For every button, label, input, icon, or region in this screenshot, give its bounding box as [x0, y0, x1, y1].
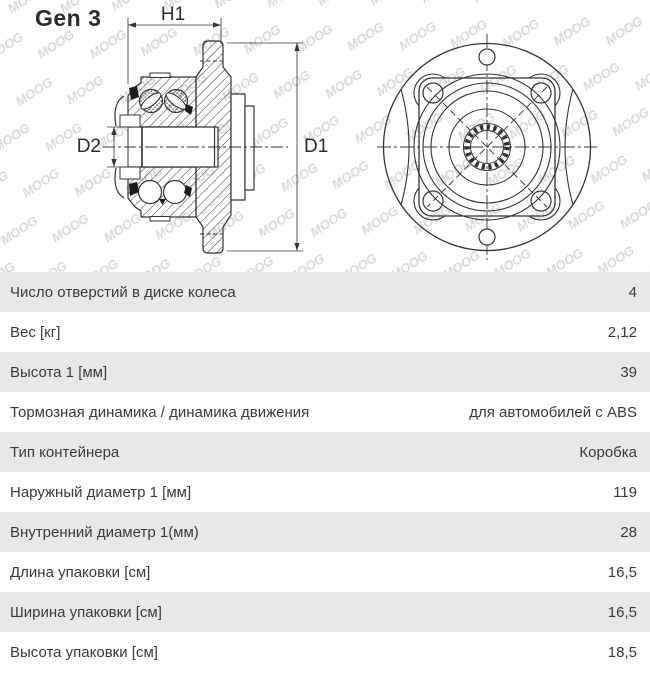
spec-row [0, 352, 650, 392]
spec-label: Длина упаковки [см] [10, 563, 151, 581]
spec-value: 16,5 [607, 603, 637, 621]
spec-row [0, 512, 650, 552]
spec-value: 16,5 [607, 563, 637, 581]
spec-value: 18,5 [607, 643, 637, 661]
spec-row [0, 432, 650, 472]
spec-row [0, 472, 650, 512]
spec-row [0, 392, 650, 432]
dimension-label-h1: H1 [160, 4, 186, 25]
spec-label: Тип контейнера [10, 443, 120, 461]
spec-value: 2,12 [607, 323, 637, 341]
spec-value: 39 [620, 363, 637, 381]
spec-row [0, 312, 650, 352]
hub-bearing-diagram-area [0, 0, 650, 272]
dimension-label-d1: D1 [304, 136, 329, 157]
spec-value: Коробка [579, 443, 637, 461]
spec-row [0, 592, 650, 632]
spec-label: Внутренний диаметр 1(мм) [10, 523, 199, 541]
spec-label: Высота 1 [мм] [10, 363, 108, 381]
spec-value: для автомобилей с ABS [469, 403, 637, 421]
spec-label: Ширина упаковки [см] [10, 603, 162, 621]
spec-label: Тормозная динамика / динамика движения [10, 403, 310, 421]
spec-row [0, 272, 650, 312]
spec-value: 4 [628, 283, 637, 301]
spec-table [0, 272, 650, 672]
spec-value: 28 [620, 523, 637, 541]
generation-label: Gen 3 [35, 5, 102, 31]
spec-row [0, 632, 650, 672]
spec-label: Вес [кг] [10, 323, 61, 341]
spec-value: 119 [613, 483, 637, 501]
spec-label: Высота упаковки [см] [10, 643, 158, 661]
dimension-label-d2: D2 [76, 136, 101, 157]
spec-label: Число отверстий в диске колеса [10, 283, 236, 301]
spec-label: Наружный диаметр 1 [мм] [10, 483, 192, 501]
spec-row [0, 552, 650, 592]
